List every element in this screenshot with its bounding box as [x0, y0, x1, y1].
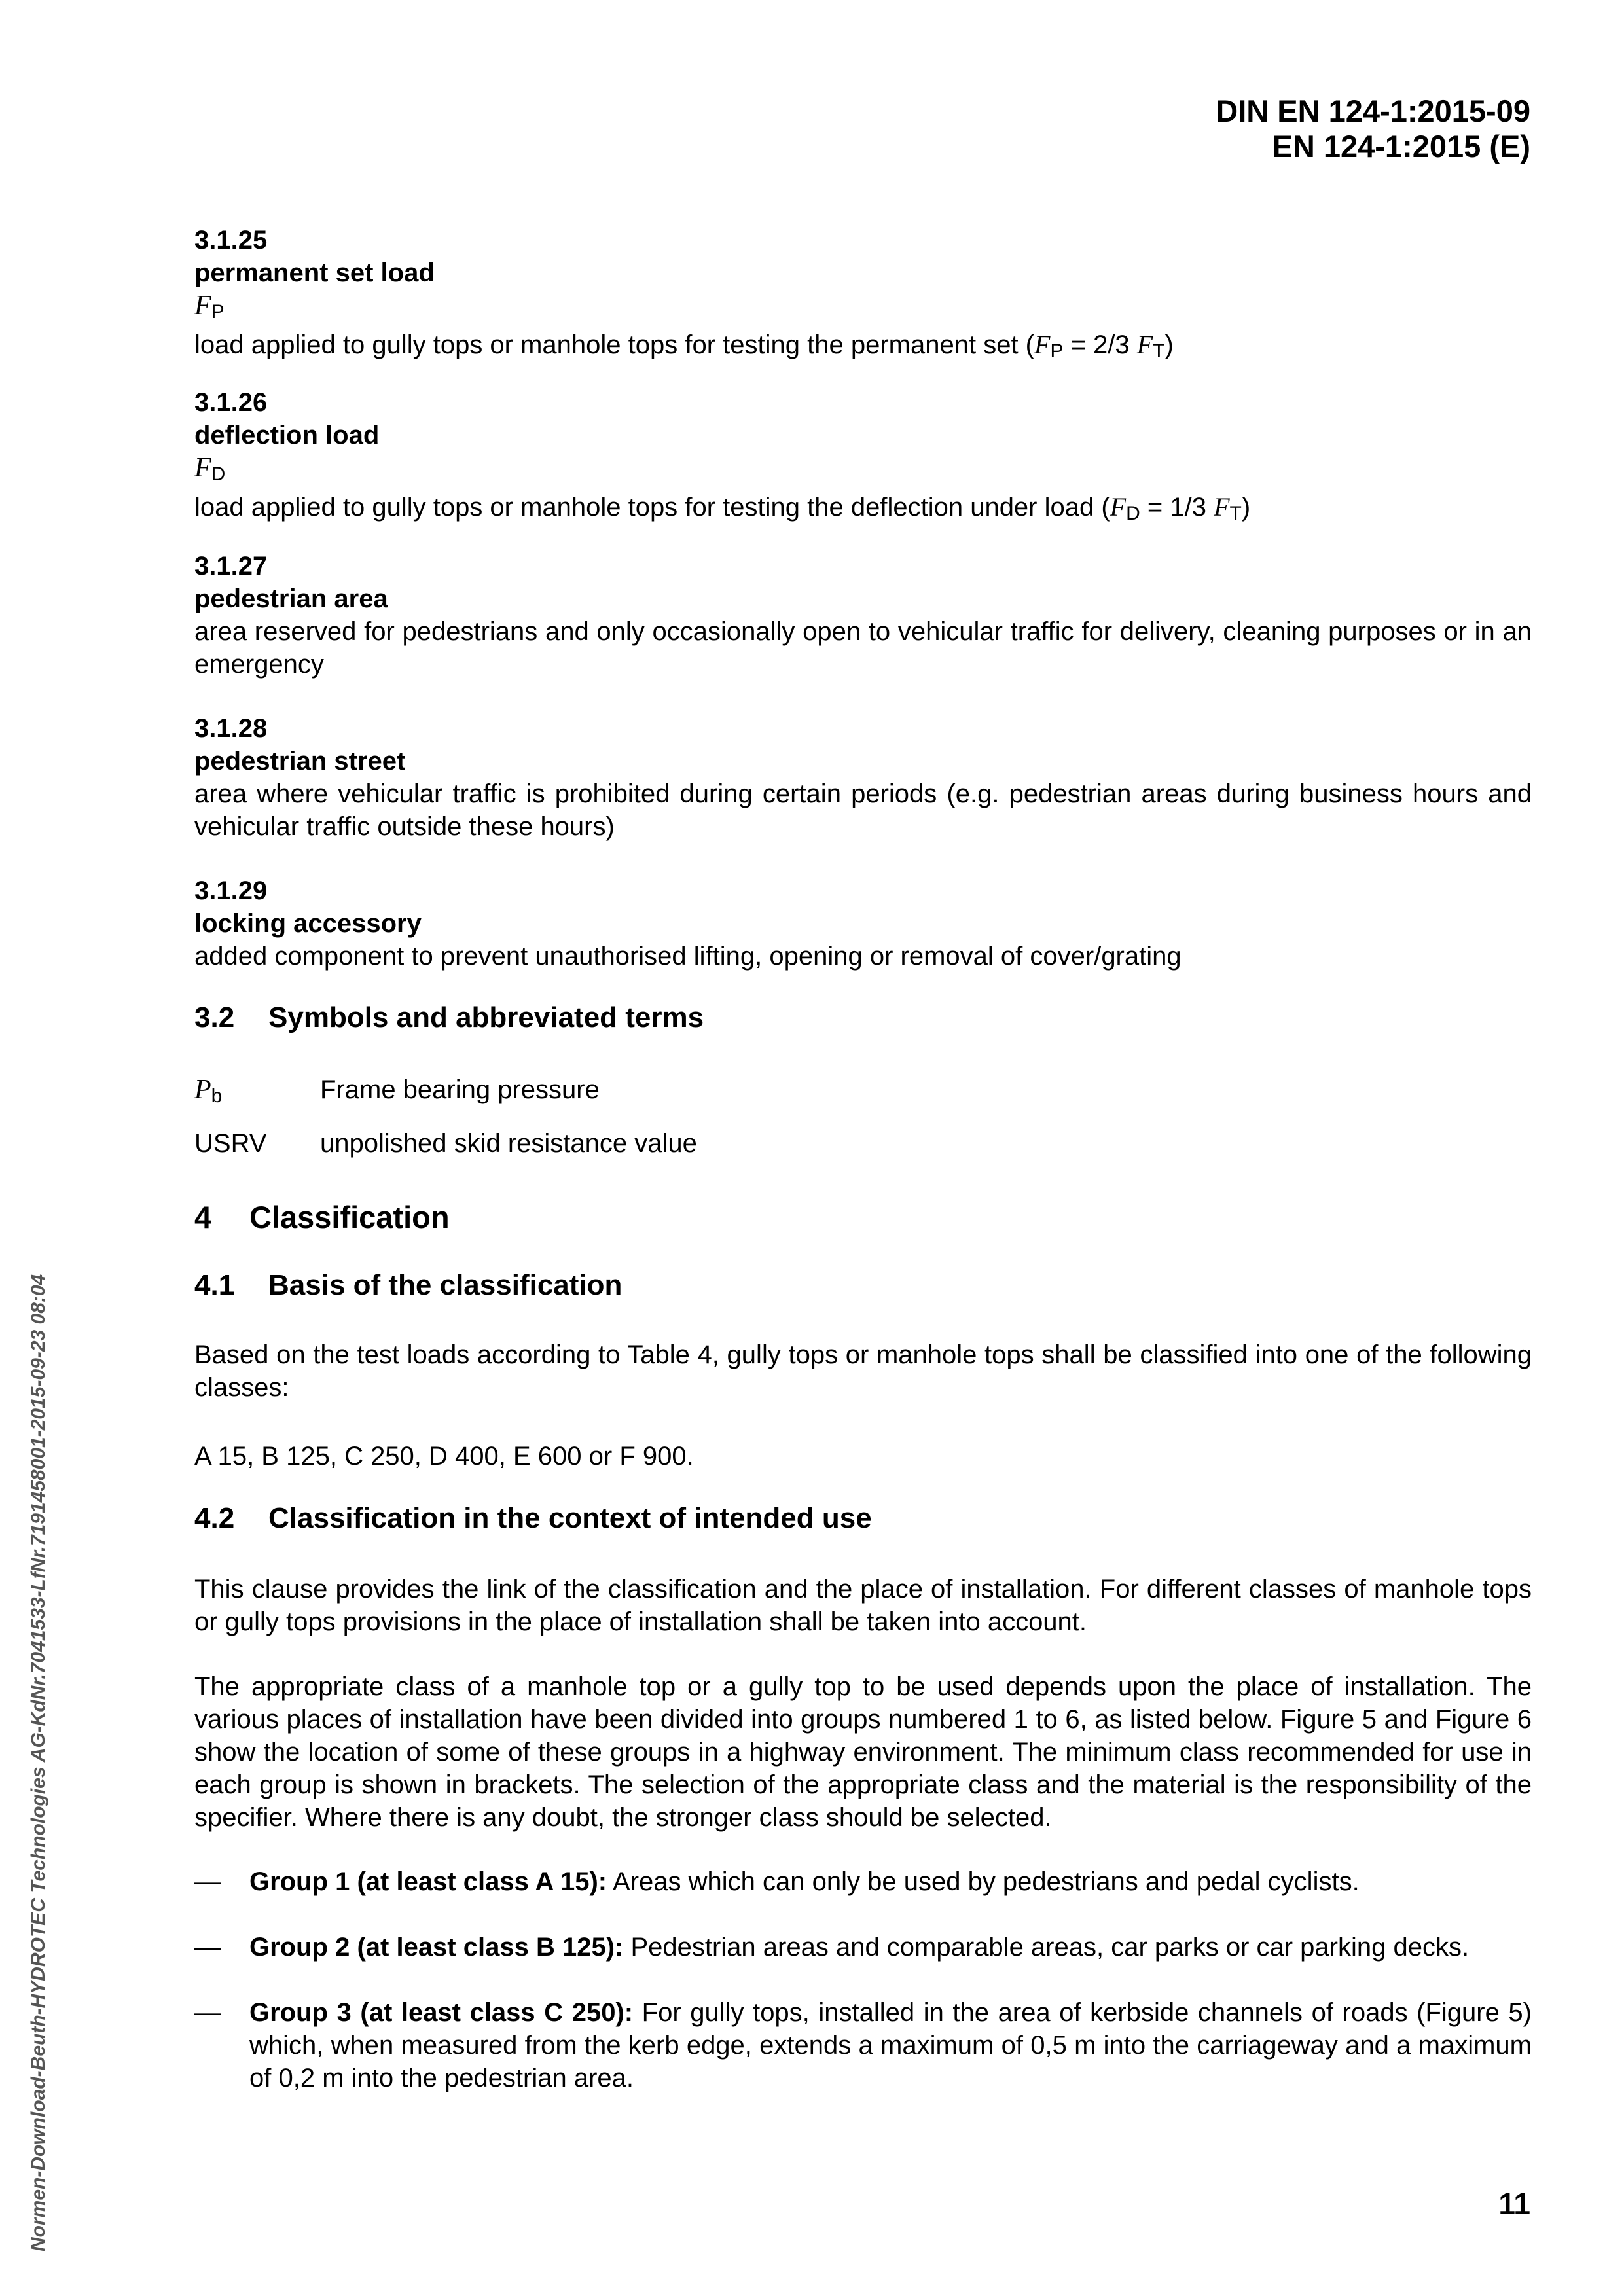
section-heading-4-1: 4.1 Basis of the classification: [194, 1269, 623, 1301]
section-4-1-paragraph-1: Based on the test loads according to Table 4, gully tops or manhole tops shall be classified into one of the following classes:: [194, 1340, 1532, 1402]
definition-term: locking accessory: [194, 909, 422, 938]
symbol-row: [194, 1073, 1532, 1113]
definition-text: load applied to gully tops or manhole tops for testing the permanent set ($F_P = 2/3$ $F_T$): [194, 330, 1174, 362]
definition-3-1-26: [194, 386, 1532, 530]
section-heading-3-2: 3.2 Symbols and abbreviated terms: [194, 1001, 704, 1033]
dash-bullet: —: [194, 1867, 221, 1896]
definition-number: 3.1.29: [194, 876, 268, 905]
dash-bullet: —: [194, 1998, 221, 2027]
symbol-key: USRV: [194, 1129, 267, 1158]
definition-number: 3.1.28: [194, 714, 268, 743]
header-din-number: DIN EN 124-1:2015-09: [1216, 94, 1530, 128]
section-4-2-paragraph-1: This clause provides the link of the classification and the place of installation. For different classes of manhole tops or gully tops provisions in the place of installation shall be taken into account.: [194, 1575, 1532, 1636]
definition-3-1-25: [194, 224, 1532, 368]
group-label: Group 2 (at least class B 125):: [249, 1933, 624, 1962]
definition-symbol: $F_D$: [194, 453, 226, 485]
definition-term: deflection load: [194, 421, 380, 450]
definition-3-1-27: [194, 550, 1532, 681]
definition-text: added component to prevent unauthorised lifting, opening or removal of cover/grating: [194, 942, 1182, 971]
definition-number: 3.1.26: [194, 388, 268, 417]
group-item: [194, 1931, 1532, 1964]
definition-3-1-28: [194, 712, 1532, 843]
dash-bullet: —: [194, 1933, 221, 1962]
group-item: [194, 1865, 1532, 1898]
symbol-meaning: unpolished skid resistance value: [320, 1129, 697, 1158]
section-4-2-paragraph-2: The appropriate class of a manhole top or a gully top to be used depends upon the place of installation. The various places of installation have been divided into groups numbered 1 to 6, as listed below. Figure 5 and Figure 6 show the location of some of these groups in a highway environment. The minimum class recommended for use in each group is shown in brackets. The selection of the appropriate class and the material is the responsibility of the specifier. Where there is any doubt, the stronger class should be selected.: [194, 1672, 1532, 1832]
definition-text: load applied to gully tops or manhole tops for testing the deflection under load ($F_D = 1/3$ $F_T$): [194, 492, 1251, 524]
definition-text: area where vehicular traffic is prohibited during certain periods (e.g. pedestrian areas during business hours and vehicular traffic outside these hours): [194, 780, 1532, 841]
definition-number: 3.1.27: [194, 552, 268, 581]
group-text: Pedestrian areas and comparable areas, car parks or car parking decks.: [623, 1933, 1470, 1962]
section-4-1-classes: A 15, B 125, C 250, D 400, E 600 or F 900.: [194, 1442, 694, 1471]
download-watermark: Normen-Download-Beuth-HYDROTEC Technologies AG-KdNr.7041533-LfNr.7191458001-2015-09-23 08:04: [27, 1274, 49, 2251]
group-text: Areas which can only be used by pedestrians and pedal cyclists.: [607, 1867, 1360, 1896]
symbol-meaning: Frame bearing pressure: [320, 1075, 600, 1104]
group-text: For gully tops, installed in the area of kerbside channels of roads (Figure 5) which, when measured from the kerb edge, extends a maximum of 0,5 m into the carriageway and a maximum of 0,2 m into the pedestrian area.: [249, 1998, 1532, 2092]
definition-symbol: $F_P$: [194, 291, 225, 323]
section-heading-4: 4 Classification: [194, 1200, 450, 1234]
definition-3-1-29: [194, 874, 1532, 973]
definition-term: pedestrian street: [194, 747, 406, 776]
definition-term: pedestrian area: [194, 584, 388, 613]
symbols-list: [194, 1073, 1532, 1160]
definition-number: 3.1.25: [194, 226, 268, 255]
definition-text: area reserved for pedestrians and only occasionally open to vehicular traffic for delivery, cleaning purposes or in an emergency: [194, 617, 1532, 679]
section-heading-4-2: 4.2 Classification in the context of intended use: [194, 1502, 872, 1534]
definition-term: permanent set load: [194, 259, 435, 287]
group-list: [194, 1865, 1532, 2094]
header-en-number: EN 124-1:2015 (E): [1272, 129, 1530, 164]
document-header: [1216, 94, 1530, 164]
symbol-key: $P_b$: [194, 1075, 223, 1107]
group-item: [194, 1996, 1532, 2094]
symbol-row: [194, 1127, 1532, 1160]
group-label: Group 1 (at least class A 15):: [249, 1867, 607, 1896]
page-number: 11: [1498, 2187, 1530, 2221]
group-label: Group 3 (at least class C 250):: [249, 1998, 634, 2027]
